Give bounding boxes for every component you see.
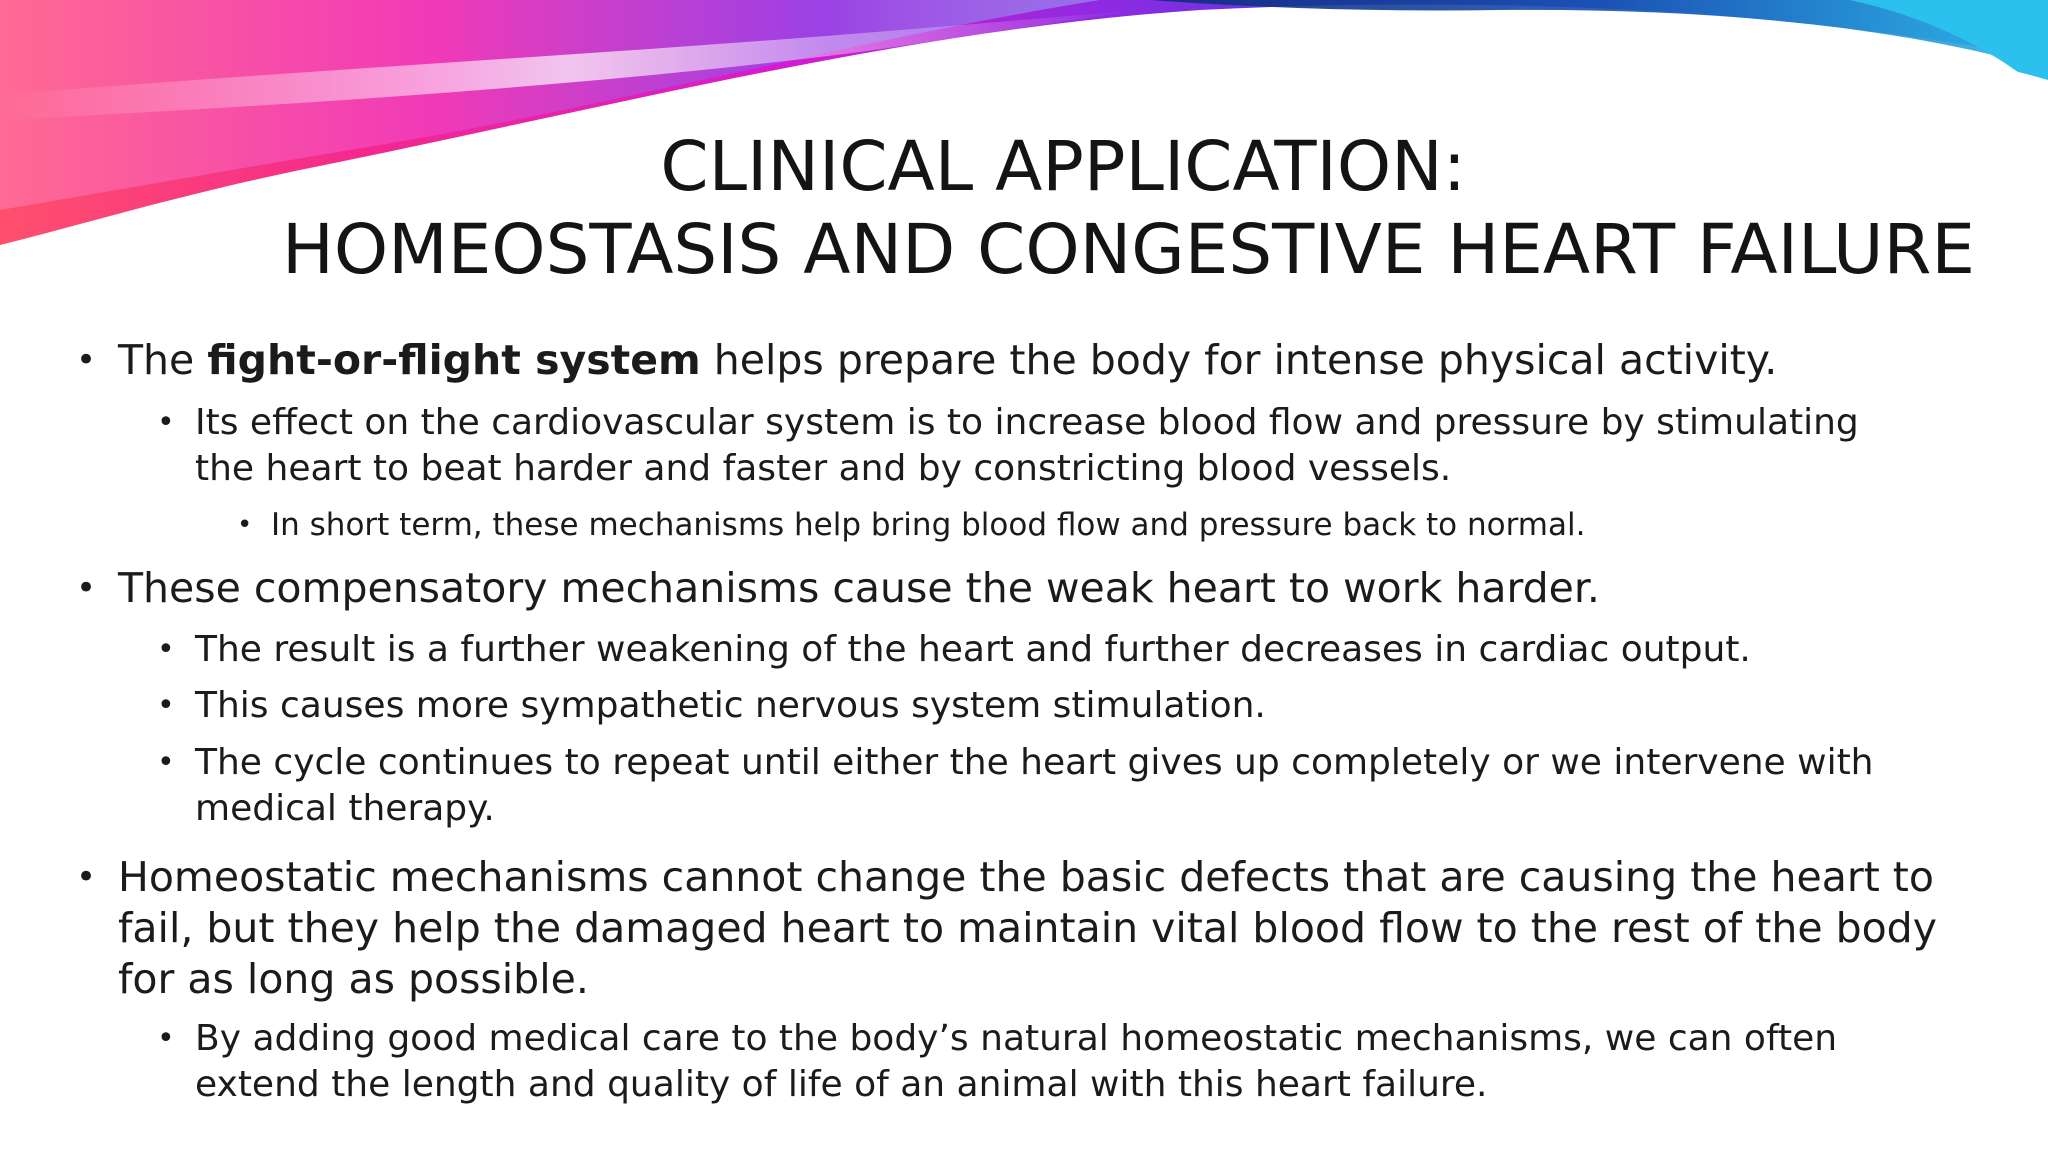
bullet-compensatory-mechanisms — [76, 563, 1600, 614]
subbullet-medical-care — [157, 1016, 1838, 1108]
bullet-marker: • — [76, 857, 97, 897]
slide-title-line2: HOMEOSTASIS AND CONGESTIVE HEART FAILURE — [281, 210, 1975, 290]
bullet-text: This causes more sympathetic nervous system stimulation. — [195, 685, 1266, 726]
bullet-text-line: fail, but they help the damaged heart to maintain vital blood flow to the rest of the body — [118, 904, 1937, 952]
bullet-text-line: Its effect on the cardiovascular system is to increase blood flow and pressure by stimulating — [195, 402, 1859, 443]
bullet-text-line: Homeostatic mechanisms cannot change the basic defects that are causing the heart to — [118, 853, 1934, 901]
bullet-text-line: for as long as possible. — [118, 955, 589, 1003]
bullet-marker: • — [237, 510, 253, 540]
bullet-text-bold: fight-or-flight system — [207, 336, 701, 384]
bullet-text-line: medical therapy. — [195, 788, 495, 829]
bullet-marker: • — [76, 568, 97, 608]
bullet-text-line: By adding good medical care to the body’s natural homeostatic mechanisms, we can often — [195, 1018, 1838, 1059]
bullet-text-post: helps prepare the body for intense physical activity. — [700, 336, 1778, 384]
bullet-text: In short term, these mechanisms help bring blood flow and pressure back to normal. — [271, 507, 1586, 543]
bullet-marker: • — [157, 688, 175, 723]
bullet-homeostatic-mechanisms — [76, 852, 1937, 1005]
bullet-marker: • — [157, 632, 175, 667]
bullet-marker: • — [157, 405, 175, 440]
bullet-marker: • — [157, 1021, 175, 1056]
bullet-marker: • — [157, 745, 175, 780]
slide-title-line1: CLINICAL APPLICATION: — [660, 127, 1466, 207]
bullet-text-line: extend the length and quality of life of an animal with this heart failure. — [195, 1064, 1488, 1105]
bullet-text-pre: The — [118, 336, 208, 384]
bullet-text-line: the heart to beat harder and faster and by constricting blood vessels. — [195, 448, 1452, 489]
bullet-text: The result is a further weakening of the heart and further decreases in cardiac output. — [195, 629, 1751, 670]
bullet-text: These compensatory mechanisms cause the weak heart to work harder. — [118, 564, 1600, 612]
subbullet-cycle-continues — [157, 740, 1874, 832]
subsubbullet-short-term — [237, 505, 1586, 545]
subbullet-cardiovascular-effect — [157, 400, 1859, 492]
subbullet-sympathetic-stimulation — [157, 683, 1266, 729]
bullet-text-line: The cycle continues to repeat until either the heart gives up completely or we intervene with — [195, 742, 1874, 783]
bullet-marker: • — [76, 340, 97, 380]
subbullet-further-weakening — [157, 627, 1751, 673]
bullet-fight-or-flight — [76, 335, 1778, 386]
